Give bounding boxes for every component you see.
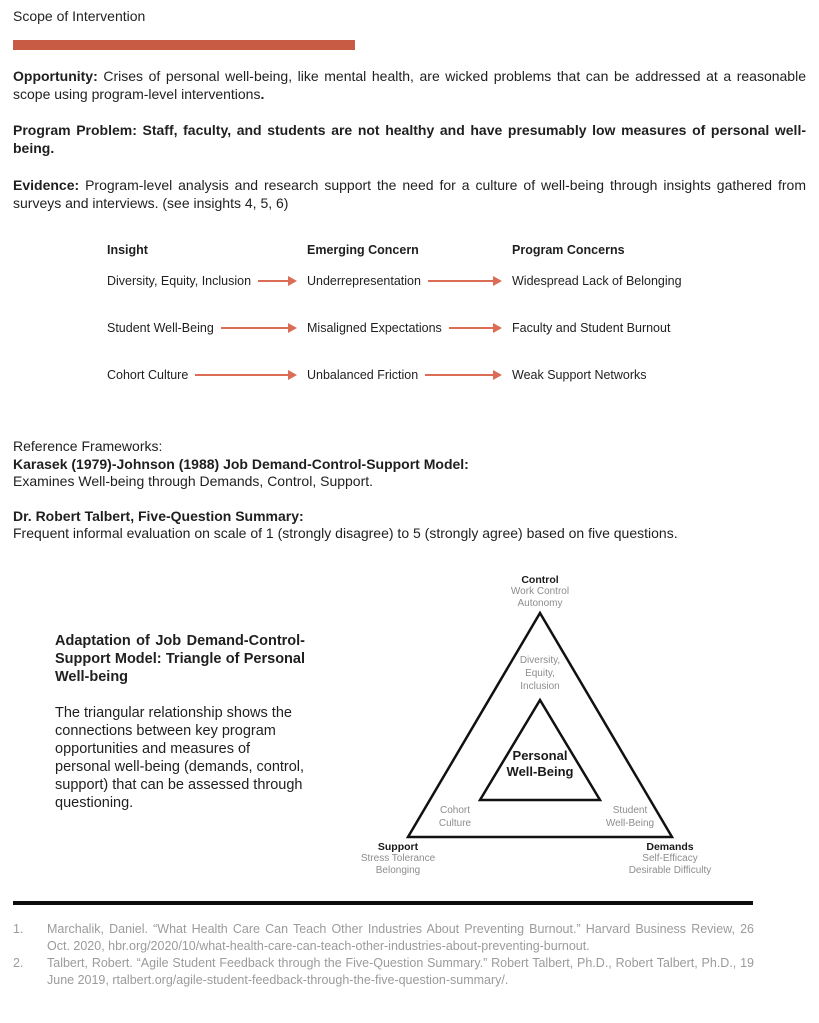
- evidence-paragraph: [13, 176, 806, 212]
- footnote-item: [13, 955, 754, 989]
- emerging-concern-text: Unbalanced Friction: [307, 368, 419, 382]
- opportunity-text: Crises of personal well-being, like mental health, are wicked problems that can be addressed at a reasonable scope using program-level interventions: [13, 68, 806, 102]
- diversity-equity-inclusion-label: Diversity, Equity, Inclusion: [519, 655, 561, 692]
- insight-cell: [107, 274, 307, 288]
- insight-text: Cohort Culture: [107, 368, 189, 382]
- right-arrow-icon: [425, 374, 500, 376]
- talbert-summary-title: Dr. Robert Talbert, Five-Question Summary:: [13, 507, 304, 524]
- insight-cell: [107, 368, 307, 382]
- column-header-program-concerns: Program Concerns: [512, 243, 625, 257]
- insight-cell: [107, 321, 307, 335]
- footnote-text: Marchalik, Daniel. “What Health Care Can Teach Other Industries About Preventing Burnout.” Harvard Business Review, 26 Oct. 2020, hbr.org/2020/10/what-health-care-can-teach-other-industries-about-preventing-burnout.: [47, 922, 754, 953]
- reference-frameworks-section: [13, 438, 806, 543]
- footnote-item: [13, 921, 754, 955]
- right-arrow-icon: [195, 374, 295, 376]
- insight-flow-header-row: [107, 243, 713, 257]
- column-header-emerging-concern: Emerging Concern: [307, 243, 419, 257]
- page-title: Scope of Intervention: [13, 8, 146, 24]
- evidence-text: Program-level analysis and research support the need for a culture of well-being through insights gathered from surveys and interviews. (see insights 4, 5, 6): [13, 177, 806, 211]
- right-arrow-icon: [221, 327, 295, 329]
- triangle-shapes: [350, 572, 730, 887]
- karasek-model-description: Examines Well-being through Demands, Control, Support.: [13, 473, 374, 489]
- talbert-summary-description: Frequent informal evaluation on scale of 1 (strongly disagree) to 5 (strongly agree) based on five questions.: [13, 525, 678, 541]
- triangle-diagram: [350, 572, 730, 887]
- program-concern-cell: [512, 321, 713, 335]
- student-well-being-label: Student Well-Being: [605, 805, 655, 829]
- program-concern-text: Widespread Lack of Belonging: [512, 274, 682, 288]
- program-concern-text: Weak Support Networks: [512, 368, 647, 382]
- program-concern-text: Faculty and Student Burnout: [512, 321, 671, 335]
- accent-bar: [13, 40, 355, 50]
- opportunity-label: Opportunity:: [13, 68, 98, 84]
- frameworks-intro: Reference Frameworks:: [13, 438, 163, 454]
- footnote-number: 1.: [13, 922, 24, 936]
- insight-text: Student Well-Being: [107, 321, 214, 335]
- insight-text: Diversity, Equity, Inclusion: [107, 274, 252, 288]
- footnotes-section: [13, 921, 754, 989]
- karasek-model-title: Karasek (1979)-Johnson (1988) Job Demand-Control-Support Model:: [13, 455, 469, 472]
- opportunity-period: .: [260, 86, 265, 102]
- insight-flow-row: [107, 272, 713, 290]
- control-vertex-label: Control Work Control Autonomy: [510, 574, 570, 609]
- evidence-label: Evidence:: [13, 177, 80, 193]
- insight-flow-row: [107, 366, 713, 384]
- spacer: [13, 491, 806, 508]
- adaptation-text-block: [55, 632, 305, 812]
- demands-vertex-label: Demands Self-Efficacy Desirable Difficulty: [628, 841, 712, 876]
- insight-flow-row: [107, 319, 713, 337]
- program-concern-cell: [512, 368, 713, 382]
- emerging-concern-text: Misaligned Expectations: [307, 321, 442, 335]
- footer-divider: [13, 901, 753, 905]
- program-problem-paragraph: Program Problem: Staff, faculty, and students are not healthy and have presumably low measures of personal well-being.: [13, 122, 806, 156]
- insight-flow-diagram: [107, 243, 713, 413]
- footnote-text: Talbert, Robert. “Agile Student Feedback through the Five-Question Summary.” Robert Talbert, Ph.D., Robert Talbert, Ph.D., 19 June 2019, rtalbert.org/agile-student-feedback-through-the-five-question-summary/.: [47, 956, 754, 987]
- right-arrow-icon: [258, 280, 295, 282]
- emerging-concern-text: Underrepresentation: [307, 274, 421, 288]
- emerging-concern-cell: [307, 321, 512, 335]
- cohort-culture-label: Cohort Culture: [438, 805, 472, 829]
- right-arrow-icon: [449, 327, 500, 329]
- opportunity-paragraph: [13, 67, 806, 103]
- column-header-insight: Insight: [107, 243, 148, 257]
- emerging-concern-cell: [307, 368, 512, 382]
- support-vertex-label: Support Stress Tolerance Belonging: [360, 841, 436, 876]
- footnote-number: 2.: [13, 956, 24, 970]
- emerging-concern-cell: [307, 274, 512, 288]
- adaptation-heading: Adaptation of Job Demand-Control-Support Model: Triangle of Personal Well-being: [55, 633, 305, 685]
- right-arrow-icon: [428, 280, 500, 282]
- program-concern-cell: [512, 274, 713, 288]
- adaptation-body: The triangular relationship shows the connections between key program opportunities and measures of personal well-being (demands, control, support) that can be assessed through questioning.: [55, 705, 305, 811]
- personal-well-being-label: Personal Well-Being: [506, 748, 574, 779]
